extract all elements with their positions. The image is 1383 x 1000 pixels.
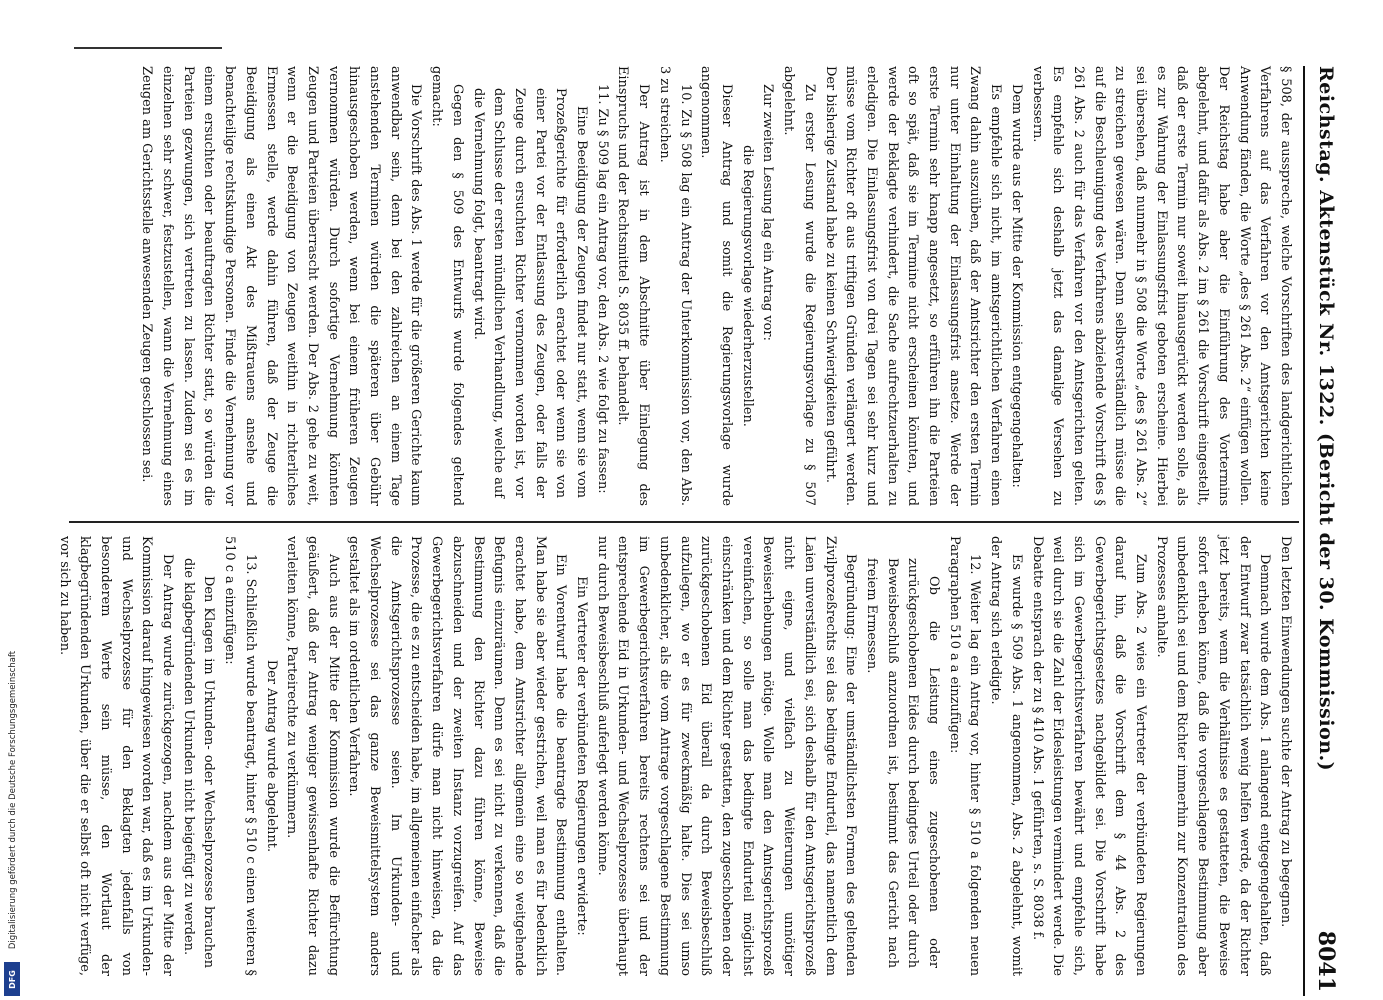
paragraph: Der Antrag ist in dem Abschnitte über Einlegung des Einspruchs und der Rechtsmittel S. 8035 ff. behandelt. — [615, 66, 652, 506]
paragraph: die Regierungsvorlage wiederherzustellen. — [739, 145, 755, 427]
right-column — [56, 536, 1295, 976]
quoted-text: Den Klagen im Urkunden- oder Wechselprozesse brauchen die klagbegründenden Urkunden nicht beigefügt zu werden. — [180, 558, 217, 968]
dfg-logo — [4, 962, 20, 996]
paragraph: Zur zweiten Lesung lag ein Antrag vor: — [760, 84, 776, 341]
page-title: Reichstag. Aktenstück Nr. 1322. (Bericht der 30. Kommission.) — [1315, 66, 1337, 772]
paragraph: 11. Zu § 509 lag ein Antrag vor, den Abs. 2 wie folgt zu fassen: — [594, 84, 610, 494]
paragraph: Zu erster Lesung wurde die Regierungsvorlage zu § 507 abgelehnt. — [781, 66, 817, 506]
paragraph: Dem wurde aus der Mitte der Kommission entgegengehalten: — [1008, 84, 1024, 488]
paragraph: Demnach wurde dem Abs. 1 anlangend entgegengehalten, daß der Entwurf zwar tatsächlich wenig helfen werde, da der Richter jetzt bereits, wenn die Verhältnisse es gestatteten, die Beweise sofort erheben könne, daß die vorgeschlagene Bestimmung aber unbedenklich sei und dem Richter immerhin zur Konzentration des Prozesses anhalte. — [1153, 536, 1273, 976]
quoted-text: Ob die Leistung eines zugeschobenen oder zurückgeschobenen Eides durch bedingtes Urteil oder durch Beweisbeschluß anzuordnen ist, bestimmt das Gericht nach freiem Ermessen. — [863, 558, 942, 968]
paragraph: Auch aus der Mitte der Kommission wurde die Befürchtung geäußert, daß der Antrag weniger gewissenhafte Richter dazu verleiten könne, Parteirechte zu verkümmern. — [284, 536, 341, 976]
digitization-note-text: Digitalisierung gefördert durch die Deutsche Forschungsgemeinschaft — [8, 650, 18, 950]
column-divider — [69, 521, 1299, 523]
paragraph: Ein Vorentwurf habe die beantragte Bestimmung enthalten. Man habe sie aber wieder gestrichen, weil man es für bedenklich erachtet habe, dem Amtsrichter allgemein eine so weitgehende Befugnis einzuräumen. Denn es sei nicht zu verkennen, daß die Bestimmung den Richter dazu führen könne, Beweise abzuschneiden und der zweiten Instanz vorzugreifen. Auf das Gewerbegerichtsverfahren dürfe man nicht hinweisen, da die Prozesse, die es zu entscheiden habe, im allgemeinen einfacher als die Amtsgerichtsprozesse seien. Im Urkunden- und Wechselprozesse sei das ganze Beweismittelsystem anders gestaltet als im ordentlichen Verfahren. — [346, 536, 569, 976]
paragraph: Dieser Antrag und somit die Regierungsvorlage wurde angenommen. — [698, 66, 735, 506]
scanned-page — [51, 66, 1341, 996]
page-number: 8041 — [1313, 930, 1339, 992]
paragraph: Es wurde § 509 Abs. 1 angenommen, Abs. 2 abgelehnt, womit der Antrag sich erledigte. — [988, 536, 1024, 976]
paragraph: Ein Vertreter der verbündeten Regierungen erwiderte: — [574, 576, 590, 936]
quoted-text: Eine Beeidigung der Zeugen findet nur statt, wenn sie vom Prozeßgerichte für erforderlich erachtet oder wenn sie von einer Partei vor der Entlassung des Zeugen, oder falls der Zeuge durch ersuchten Richter vernommen worden ist, vor dem Schlusse der ersten mündlichen Verhandlung, welche auf die Vernehmung folgt, beantragt wird. — [470, 88, 590, 498]
page-header — [1303, 66, 1341, 996]
paragraph: Die Vorschrift des Abs. 1 werde für die größeren Gerichte kaum anwendbar sein, denn bei den zahlreichen an einem Tage anstehenden Terminen würden die späteren über Gebühr hinausgeschoben werden, wenn bei einem früheren Zeugen vernommen würden. Durch sofortige Vernehmung könnten Zeugen und Parteien überrascht werden. Der Abs. 2 gehe zu weit, wenn er die Beeidigung von Zeugen weithin in richterliches Ermessen stelle, werde dahin führen, daß der Zeuge die Beeidigung als einen Akt des Mißtrauens ansehe und benachteilige rechtskundige Personen. Finde die Vernehmung vor einem ersuchten oder beauftragten Richter statt, so würden die Parteien gezwungen, sich vertreten zu lassen. Zudem sei es im einzelnen sehr schwer, festzustellen, wann die Vernehmung eines Zeugen am Gerichtsstelle anwesenden Zeugen geschlossen sei. — [139, 66, 424, 506]
paragraph: Gegen den § 509 des Entwurfs wurde folgendes geltend gemacht: — [429, 66, 465, 506]
paragraph: 10. Zu § 508 lag ein Antrag der Unterkommission vor, den Abs. 3 zu streichen. — [656, 66, 693, 506]
left-column — [65, 66, 1295, 506]
paragraph: § 508, der ausspreche, welche Vorschriften des landgerichtlichen Verfahrens auf das Verfahren vor den Amtsgerichten keine Anwendung fänden, die Worte „des § 261 Abs. 2“ einfügen wollen. Der Reichstag habe aber die Einführung des Vortermins abgelehnt, und dafür als Abs. 2 im § 261 die Vorschrift eingestellt, daß der erste Termin nur soweit hinausgerückt werden solle, als es zur Wahrung der Einlassungsfrist geboten erscheine. Hierbei sei übersehen, daß nunmehr in § 508 die Worte „des § 261 Abs. 2“ zu streichen gewesen wären. Denn selbstverständlich müsse die auf die Beschleunigung des Verfahrens abzielende Vorschrift des § 261 Abs. 2 auch für das Verfahren vor den Amtsgerichten gelten. Es empfehle sich deshalb jetzt das damalige Versehen zu verbessern. — [1029, 66, 1293, 506]
paragraph: Es empfehle sich nicht, im amtsgerichtlichen Verfahren einen Zwang dahin auszuüben, daß der Amtsrichter den ersten Termin nur unter Einhaltung der Einlassungsfrist ansetze. Werde der erste Termin sehr knapp angesetzt, so erführen ihn die Parteien oft so spät, daß sie im Termine nicht erscheinen könnten, und werde der Beklagte verhindert, die Sache aufrechtzuerhalten zu erledigen. Die Einlassungsfrist von drei Tagen sei sehr kurz und müsse vom Richter oft aus triftigen Gründen verlängert werden. Der bisherige Zustand habe zu keinen Schwierigkeiten geführt. — [822, 66, 1004, 506]
dfg-logo-text: DFG — [7, 969, 17, 989]
paragraph: Den letzten Einwendungen suchte der Antrag zu begegnen. — [1278, 536, 1293, 928]
paragraph: Der Antrag wurde zurückgezogen, nachdem aus der Mitte der Kommission darauf hingewiesen worden war, daß es im Urkunden- und Wechselprozesse für den Beklagten jedenfalls von besonderem Werte sein müsse, den Wortlaut der klagbegründenden Urkunden, über die er selbst oft nicht verfüge, vor sich zu haben. — [56, 536, 176, 976]
digitization-note — [0, 600, 26, 1000]
top-rule — [74, 47, 222, 49]
paragraph: 12. Weiter lag ein Antrag vor, hinter § 510 a folgenden neuen Paragraphen 510 a a einzufügen: — [946, 536, 983, 976]
paragraph: 13. Schließlich wurde beantragt, hinter § 510 c einen weiteren § 510 c a einzufügen: — [222, 536, 258, 976]
paragraph: Zum Abs. 2 wies ein Vertreter der verbündeten Regierungen darauf hin, daß die Vorschrift dem § 44 Abs. 2 des Gewerbegerichtsgesetzes nachgebildet sei. Die Vorschrift habe sich im Gewerbegerichtsverfahren bewährt und empfehle sich, weil durch sie die Zahl der Eidesleistungen vermindert werde. Die Debatte entsprach der zu § 410 Abs. 1 geführten, s. S. 8038 f. — [1029, 536, 1149, 976]
paragraph: Der Antrag wurde abgelehnt. — [263, 659, 279, 853]
paragraph: Begründung: Eine der umständlichsten Formen des geltenden Zivilprozeßrechts sei das bedingte Endurteil, das namentlich dem Laien unverständlich sei, sich deshalb für den Amtsgerichtsprozeß nicht eigne, und vielfach zu Weiterungen unnötiger Beweiserhebungen nötige. Wolle man den Amtsgerichtsprozeß vereinfachen, so solle man das bedingte Endurteil möglichst einschränken und dem Richter gestatten, den zugeschobenen oder zurückgeschobenen Eid überall da durch Beweisbeschluß aufzulegen, wo er es für zweckmäßig halte. Dies sei umso unbedenklicher, als die vom Antrage vorgeschlagene Bestimmung im Gewerbegerichtsverfahren bereits rechtens sei und der entsprechende Eid in Urkunden- und Wechselprozesse überhaupt nur durch Beweisbeschluß auferlegt werden könne. — [594, 536, 859, 976]
